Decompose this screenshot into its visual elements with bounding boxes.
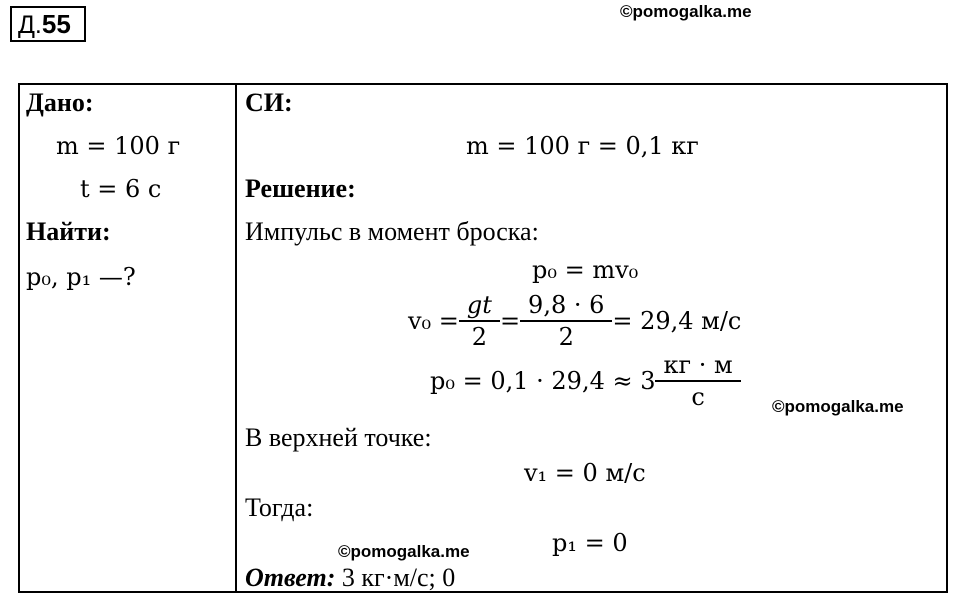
velocity-equation: [408, 292, 741, 350]
column-divider: [235, 83, 237, 593]
momentum-intro: Импульс в момент броска:: [245, 217, 539, 246]
problem-label-number: 55: [41, 9, 71, 39]
find-heading: Найти:: [26, 217, 111, 246]
given-heading: Дано:: [26, 88, 94, 117]
top-velocity: v₁ = 0 м/с: [524, 459, 646, 487]
momentum-formula: p₀ = mv₀: [532, 256, 639, 284]
answer-line: [245, 563, 455, 593]
velocity-lhs: v₀ =: [408, 307, 459, 335]
momentum-unit-denominator: с: [655, 380, 740, 410]
answer-value: 3 кг·м/с; 0: [341, 563, 456, 592]
watermark-top: ©pomogalka.me: [620, 2, 752, 21]
final-momentum: p₁ = 0: [552, 529, 628, 557]
watermark-middle: ©pomogalka.me: [772, 397, 904, 416]
velocity-fraction-numeric: [524, 292, 608, 350]
momentum-calculation: [430, 352, 741, 410]
problem-label: [10, 6, 86, 42]
velocity-frac2-numerator: 9,8 · 6: [528, 291, 605, 319]
then-text: Тогда:: [245, 493, 314, 522]
velocity-frac1-numerator: gt: [466, 291, 492, 319]
equals-sign: =: [499, 307, 521, 335]
momentum-calc-lhs: p₀ = 0,1 · 29,4 ≈ 3: [430, 367, 656, 395]
problem-label-prefix: Д.: [18, 11, 42, 39]
velocity-frac2-denominator: 2: [520, 320, 612, 350]
momentum-unit-fraction: [659, 352, 736, 410]
solution-heading: Решение:: [245, 174, 356, 203]
velocity-result: = 29,4 м/с: [612, 307, 742, 335]
si-conversion: m = 100 г = 0,1 кг: [466, 132, 699, 160]
given-mass: m = 100 г: [56, 132, 181, 160]
si-heading: СИ:: [245, 88, 293, 117]
velocity-fraction-symbolic: [463, 292, 496, 350]
momentum-unit-numerator: кг · м: [663, 351, 733, 379]
answer-label: Ответ:: [245, 563, 336, 592]
velocity-frac1-denominator: 2: [459, 320, 500, 350]
find-quantities: p₀, p₁ —?: [26, 263, 136, 291]
given-time: t = 6 с: [80, 175, 162, 203]
top-point-intro: В верхней точке:: [245, 423, 432, 452]
watermark-bottom: ©pomogalka.me: [338, 542, 470, 561]
